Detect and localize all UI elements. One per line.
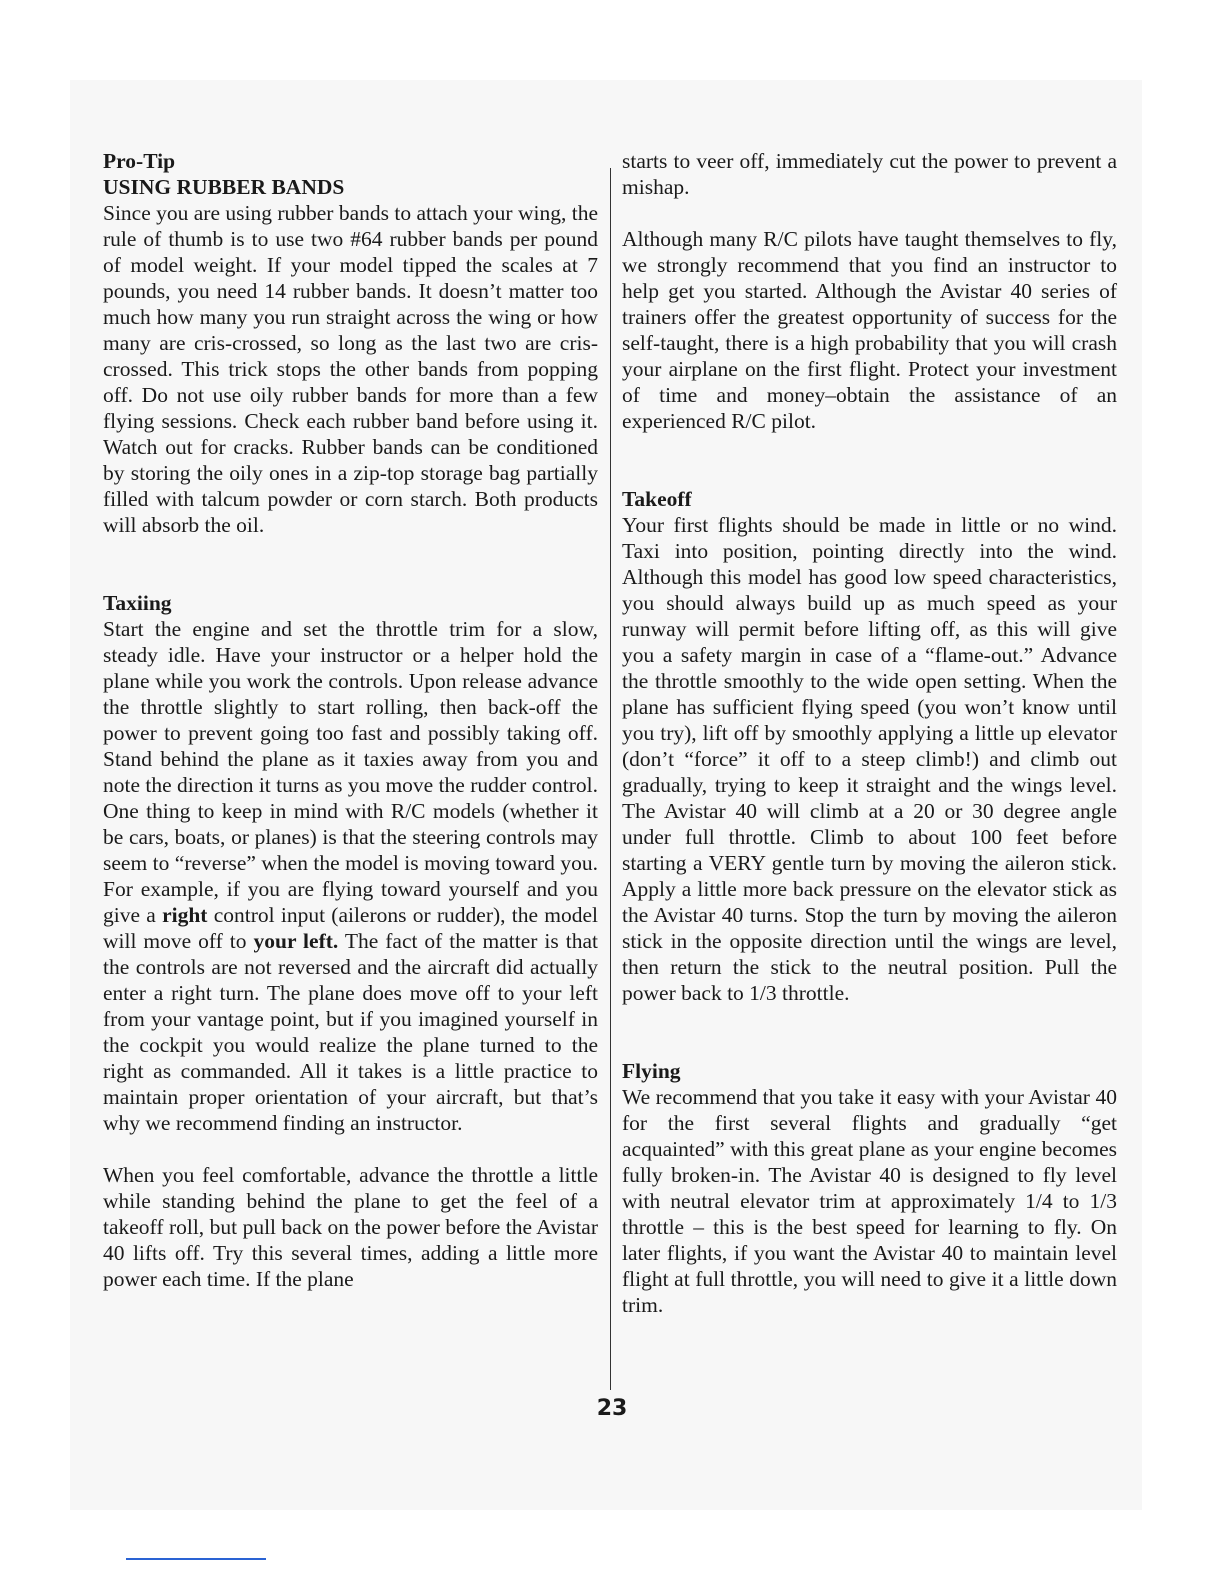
taxiing-text-1: Start the engine and set the throttle trim for a slow, steady idle. Have your instructor or a helper hold the plane while you work the controls. Upon release advance the throttle slightly to start rolling, then back-off the power to prevent going too fast and possibly taking off. Stand behind the plane as it taxies away from you and note the direction it turns as you move the rudder control. One thing to keep in mind with R/C models (whether it be cars, boats, or planes) is that the steering controls may seem to “reverse” when the model is moving toward you. For example, if you are flying toward yourself and you give a (103, 617, 598, 927)
taxiing-text-3: The fact of the matter is that the controls are not reversed and the aircraft did actually enter a right turn. The plane does move off to your left from your vantage point, but if you imagined yourself in the cockpit you would realize the plane turned to the right as commanded. All it takes is a little practice to maintain proper orientation of your aircraft, but that’s why we recommend finding an instructor. (103, 929, 598, 1135)
taxiing-paragraph (103, 616, 598, 1136)
spacer (622, 434, 1117, 486)
continued-paragraph: starts to veer off, immediately cut the power to prevent a mishap. (622, 149, 1117, 199)
taxiing-text-2: control input (ailerons or rudder), the model will move off to (103, 903, 599, 953)
footer-link-underline[interactable] (126, 1558, 266, 1560)
spacer (622, 200, 1117, 226)
takeoff-paragraph: Your first flights should be made in little or no wind. Taxi into position, pointing directly into the wind. Although this model has good low speed characteristics, you should always build up as much speed as your runway will permit before lifting off, as this will give you a safety margin in case of a “flame-out.” Advance the throttle smoothly to the wide open setting. When the plane has sufficient flying speed (you won’t know until you try), lift off by smoothly applying a little up elevator (don’t “force” it off to a steep climb!) and climb out gradually, trying to keep it straight and the wings level. The Avistar 40 will climb at a 20 or 30 degree angle under full throttle. Climb to about 100 feet before starting a VERY gentle turn by moving the aileron stick. Apply a little more back pressure on the elevator stick as the Avistar 40 turns. Stop the turn by moving the aileron stick in the opposite direction until the wings are level, then return the stick to the neutral position. Pull the power back to 1/3 throttle. (622, 513, 1117, 1005)
right-column (622, 148, 1117, 1318)
spacer (622, 1006, 1117, 1058)
column-divider (610, 168, 611, 1390)
takeoff-heading: Takeoff (622, 487, 692, 511)
rubber-bands-heading: USING RUBBER BANDS (103, 175, 345, 199)
spacer (103, 538, 598, 590)
spacer (103, 1136, 598, 1162)
flying-paragraph: We recommend that you take it easy with your Avistar 40 for the first several flights and gradually “get acquainted” with this great plane as your engine becomes fully broken-in. The Avistar 40 is designed to fly level with neutral elevator trim at approximately 1/4 to 1/3 throttle – this is the best speed for learning to fly. On later flights, if you want the Avistar 40 to maintain level flight at full throttle, you will need to give it a little down trim. (622, 1085, 1117, 1317)
protip-label: Pro-Tip (103, 149, 176, 173)
instructor-paragraph: Although many R/C pilots have taught themselves to fly, we strongly recommend that you find an instructor to help get you started. Although the Avistar 40 series of trainers offer the greatest opportunity of success for the self-taught, there is a high probability that you will crash your airplane on the first flight. Protect your investment of time and money–obtain the assistance of an experienced R/C pilot. (622, 227, 1117, 433)
comfortable-paragraph: When you feel comfortable, advance the throttle a little while standing behind the plane to get the feel of a takeoff roll, but pull back on the power before the Avistar 40 lifts off. Try this several times, adding a little more power each time. If the plane (103, 1163, 598, 1291)
taxiing-bold-right: right (162, 903, 208, 927)
taxiing-heading: Taxiing (103, 591, 172, 615)
flying-heading: Flying (622, 1059, 681, 1083)
left-column (103, 148, 598, 1292)
page-number: 23 (596, 1396, 628, 1421)
taxiing-bold-left: your left. (253, 929, 339, 953)
rubber-bands-paragraph: Since you are using rubber bands to attach your wing, the rule of thumb is to use two #64 rubber bands per pound of model weight. If your model tipped the scales at 7 pounds, you need 14 rubber bands. It doesn’t matter too much how many you run straight across the wing or how many are cris-crossed, so long as the last two are cris-crossed. This trick stops the other bands from popping off. Do not use oily rubber bands for more than a few flying sessions. Check each rubber band before using it. Watch out for cracks. Rubber bands can be conditioned by storing the oily ones in a zip-top storage bag partially filled with talcum powder or corn starch. Both products will absorb the oil. (103, 201, 598, 537)
